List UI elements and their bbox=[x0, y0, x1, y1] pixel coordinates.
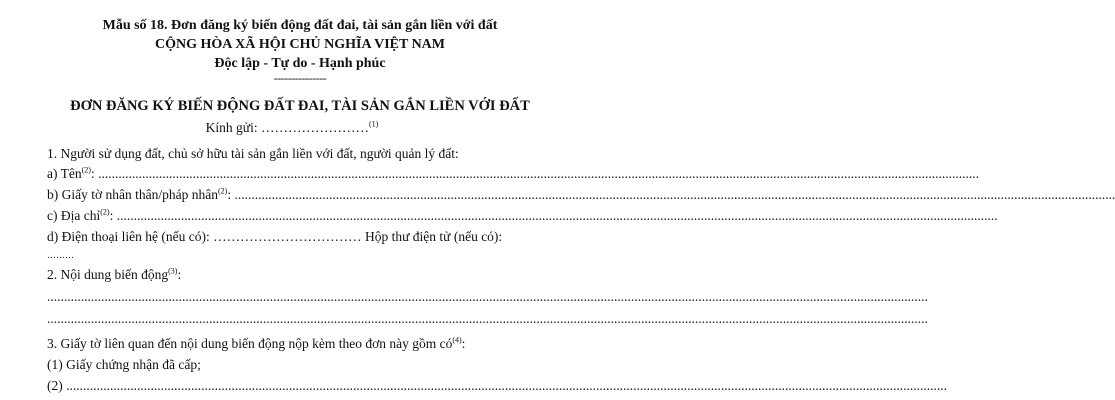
national-motto: Độc lập - Tự do - Hạnh phúc bbox=[214, 56, 386, 71]
recipient-dots: …………………… bbox=[261, 120, 369, 135]
form-number-title: Mẫu số 18. Đơn đăng ký biến động đất đai, tài sản gắn liền với đất bbox=[102, 18, 498, 33]
section3-footnote: (4) bbox=[452, 335, 462, 345]
section2-footnote: (3) bbox=[168, 266, 178, 276]
id-document-dots: ..................................................................................................................................................................................................................................................................... bbox=[234, 187, 1115, 202]
recipient-footnote: (1) bbox=[369, 119, 379, 129]
phone-dots: …………………………… bbox=[213, 229, 362, 244]
email-label: Hộp thư điện tử (nếu có): bbox=[361, 229, 503, 244]
id-document-label: b) Giấy tờ nhân thân/pháp nhân bbox=[47, 187, 218, 202]
country-name: CỘNG HÒA XÃ HỘI CHỦ NGHĨA VIỆT NAM bbox=[154, 37, 445, 52]
section2-heading: 2. Nội dung biến động bbox=[47, 267, 169, 282]
form-title: ĐƠN ĐĂNG KÝ BIẾN ĐỘNG ĐẤT ĐAI, TÀI SẢN GẮN LIỀN VỚI ĐẤT bbox=[70, 98, 530, 114]
document-item-2-dots: ..................................................................................................................................................................................................................................................................... bbox=[66, 378, 947, 393]
document-item-1: (1) Giấy chứng nhận đã cấp; bbox=[47, 357, 201, 372]
name-footnote: (2) bbox=[81, 165, 91, 175]
recipient-line bbox=[0, 120, 592, 136]
document-item-2-row bbox=[47, 378, 947, 394]
id-document-footnote: (2) bbox=[217, 186, 228, 196]
address-footnote: (2) bbox=[100, 207, 110, 217]
address-row: c) Địa chỉ$^{(2)}$: ..................................................................................................................................................................................................................................................................... bbox=[47, 207, 998, 223]
section3-heading-row: 3. Giấy tờ liên quan đến nội dung biến động nộp kèm theo đơn này gồm $có^{(4)}$: bbox=[47, 335, 466, 351]
id-document-row: b) Giấy tờ nhân thân/pháp nhân$^{(2)}$: ..................................................................................................................................................................................................................................................................... bbox=[47, 186, 1115, 202]
section3-heading: 3. Giấy tờ liên quan đến nội dung biến động nộp kèm theo đơn này gồm có bbox=[47, 336, 453, 351]
address-dots: ..................................................................................................................................................................................................................................................................... bbox=[116, 208, 998, 223]
continuation-dots: ……… bbox=[47, 250, 74, 260]
name-field-row: a) Tên$^{(2)}$: ..................................................................................................................................................................................................................................................................... bbox=[47, 165, 979, 181]
change-content-dots-2: ..................................................................................................................................................................................................................................................................... bbox=[47, 311, 928, 326]
document-item-2-label: (2) bbox=[47, 378, 67, 393]
name-label: a) Tên bbox=[47, 166, 82, 181]
address-label: c) Địa chỉ bbox=[47, 208, 101, 223]
name-dots: ..................................................................................................................................................................................................................................................................... bbox=[98, 166, 979, 181]
recipient-label: Kính gửi: bbox=[205, 120, 261, 135]
phone-label: d) Điện thoại liên hệ (nếu có): bbox=[47, 229, 214, 244]
contact-row bbox=[47, 229, 502, 245]
section1-heading: 1. Người sử dụng đất, chủ sở hữu tài sản gắn liền với đất, người quản lý đất: bbox=[47, 146, 459, 161]
section2-heading-row: 2. Nội dung biến động$^{(3)}$: bbox=[47, 266, 182, 282]
header-separator: --------------- bbox=[273, 71, 327, 85]
change-content-dots-1: ..................................................................................................................................................................................................................................................................... bbox=[47, 289, 928, 304]
